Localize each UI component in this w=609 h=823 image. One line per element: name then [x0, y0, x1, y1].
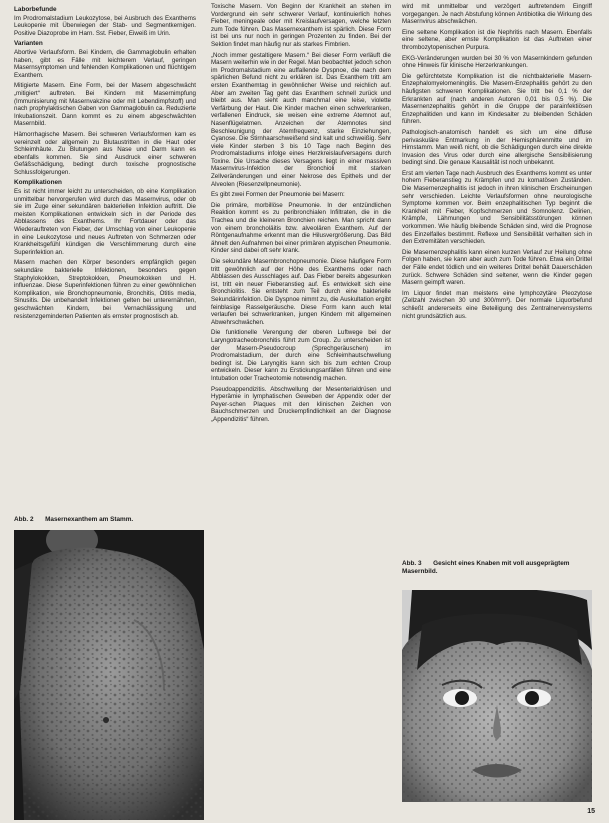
paragraph-pathologie: Pathologisch-anatomisch handelt es sich um eine diffuse perivaskuläre Entmarkung in der Hemisphärenmitte und im Hirnstamm. Man weiß nicht, ob die Schädigungen durch eine direkte Invasion des Virus oder durch eine allergische Sensibilisierung bedingt sind. Die genaue Kausalität ist noch unbekannt.	[402, 128, 592, 167]
figure-caption-abb-2	[14, 516, 204, 524]
paragraph-komplikationen-2: Masern machen den Körper besonders empfänglich gegen sekundäre bakterielle Infektionen, besonders gegen Staphylokokken, Streptokokken, Pneumokokken und H. influenzae. Diese Superinfektionen führen zu einer gewöhnlichen Komplikation, wie Bronchopneumonie, Bronchitis, Otitis media, Sinusitis. Die unbehandelt Infektionen gelten bei unterernährten, geschwächten Kindern, bei Vernachlässigung und resistenzgeminderten Patienten als ernster prognostisch ab.	[14, 259, 196, 320]
paragraph-intro: wird mit unmittelbar und verzögert auftretendem Eingriff vorgegangen. Je nach Abstufung können Antibiotika die Wirkung des Masernvirus abschwächen.	[402, 3, 592, 26]
photo-child-torso-exanthem	[14, 530, 204, 820]
page-number: 15	[587, 808, 595, 815]
paragraph-verlauf: Erst am vierten Tage nach Ausbruch des Exanthems kommt es unter hohem Fieberanstieg zu Krämpfen und zu komatösen Zuständen. Die Masernenzephalitis ist jedoch in ihren klinischen Erscheinungen sehr verschieden. Leichte Verlaufsformen ohne neurologische Symptome kommen vor. Beim enzephalitischen Typ beginnt die Krankheit mit Fieber, Kopfschmerzen und Somnolenz. Delirien, Krämpfe, Lähmungen und Sensibilitätsstörungen können vorkommen. Wie häufig bleibende Schäden sind, wird die Prognose des Einzelfalles bestimmt. Reflexe und Sensibilität verhalten sich in den Extremitäten verschieden.	[402, 169, 592, 246]
heading-komplikationen: Komplikationen	[14, 179, 62, 187]
photo-child-face-measles	[402, 590, 592, 802]
caption-label: Abb. 3	[402, 560, 422, 567]
caption-label: Abb. 2	[14, 516, 34, 523]
caption-text: Masernexanthem am Stamm.	[45, 516, 134, 523]
paragraph-toxische-masern: Toxische Masern. Von Beginn der Krankheit an stehen im Vordergrund ein sehr schwerer Verlauf, kontinuierlich hohes Fieber, meningeale oder mit Kreislaufversagen, welche letzten zum Tode führen. Das Masernexanthem ist spärlich. Diese Form ist bei uns nur noch in geringen Prozenten zu finden. Bei der Sektion findet man häufig nur als starkes Fimbrien.	[211, 3, 391, 48]
paragraph-mitigierte-masern: Mitigierte Masern. Eine Form, bei der Masern abgeschwächt „mitigiert“ auftreten. Bei Kindern mit Masernimpfung (Immunisierung mit Masernvakzine oder mit Lebendimpfstoff) und nach prophylaktischen Gaben von Gammaglobulin ca. Reduzierte Inkubationszeit. Dann kommt es zu einem abgeschwächten Masernbild.	[14, 82, 196, 128]
paragraph-primaere-pneumonie: Die primäre, morbillöse Pneumonie. In der entzündlichen Reaktion kommt es zu peribronchialen Infiltraten, die in die Trachea und die kleineren Bronchien reichen. Man spricht dann von einem broncholäitis bzw. alveolären Exanthem. Auf der Röntgenaufnahme erkennt man die Hilusvergrößerung. Das Bild ähnelt den Aufnahmen bei einer primären atypischen Pneumonie. Kinder sind dabei oft sehr krank.	[211, 201, 391, 255]
paragraph-pseudoappendizitis: Pseudoappendizitis. Abschwellung der Mesenterialdrüsen und Hyperämie in lymphatischen Geweben der Appendix oder der Peyer-schen Plaques mit den klinischen Zeichen von Bauchschmerzen und Druckempfindlichkeit an der Diagnose „Appendizitis“ führen.	[211, 385, 391, 423]
paragraph-sekundaere-pneumonie: Die sekundäre Masernbronchopneumonie. Diese häufigere Form tritt gewöhnlich auf der Höhe des Exanthems oder nach Abblassen des Ausschlages auf. Das Fieber bereits abgesunken ist, tritt ein neuer Fieberanstieg auf. Es entwickelt sich eine Bronchiolitis. Sie entsteht zum Teil durch eine bakterielle Sekundärinfektion. Die Dyspnoe nimmt zu, die Auskultation ergibt feinblasige Rasselgeräusche. Diese Form kann auch letal verlaufen bei schwerkranken, jungen Kindern mit allgemeinen Abwehrschwächen.	[211, 258, 391, 326]
paragraph-pneumonie-formen: Es gibt zwei Formen der Pneumonie bei Masern:	[211, 191, 345, 199]
heading-varianten: Varianten	[14, 40, 43, 48]
paragraph-liquor: Im Liquor findet man meistens eine lymphozytäre Pleozytose (Zellzahl zwischen 30 und 300/mm³). Der normale Liquorbefund schließt andererseits eine Beteiligung des Zentralnervensystems nicht grundsätzlich aus.	[402, 289, 592, 320]
paragraph-abortive-form: Abortive Verlaufsform. Bei Kindern, die Gammaglobulin erhalten haben, gibt es Fälle mit leichterem Verlauf, geringen Masernsymptomen und fehlenden Komplikationen und flüchtigem Exanthem.	[14, 48, 196, 79]
column-right	[402, 3, 592, 323]
column-left	[14, 3, 196, 323]
paragraph-gestaltige-masern: „Noch immer gestaltigere Masern.“ Bei dieser Form verläuft die Masern weiterhin wie in der Regel. Man beobachtet jedoch schon im Prodromalstadium eine auffallende Dyspnoe, die nach dem spärlichen Befund nicht zu erklären ist. Das Exanthem tritt am ersten Exanthemtag in gewöhnlicher Weise und reichlich auf. Aber am zweiten Tag geht das Exanthem schnell zurück und bleibt aus. Man sieht auch manchmal eine leise, violette Verfärbung der Haut. Die Kinder machen einen schwerkranken, verfallenen Eindruck, sie weisen eine extreme Atemnot auf, Nasenflügelatmen. Anzeichen der Atemnotes sind Beschleunigung der Atemfrequenz, starke Einziehungen, Cyanose. Die Stirnhaarschweißend sind kalt und schweißig. Sehr viele Kinder sterben 3 bis 10 Tage nach Beginn des Prodromalstadiums infolge eines Herzkreislaufversagens durch Toxine. Die Ursache dieses Versagens liegt in einer massiven Masernvirus-Infektion der Bronchioli mit starken Zellveränderungen und einer Nekrose des Epithels und der Alveolen (Riesenzellpneumonie).	[211, 51, 391, 188]
paragraph-laborbefunde: Im Prodromalstadium Leukozytose, bei Ausbruch des Exanthems Leukopenie mit Überwiegen der Stab- und Segmentkernigen. Positive Diazoprobe im Harn. Sst. Fieber, Eiweiß im Urin.	[14, 14, 196, 37]
heading-laborbefunde: Laborbefunde	[14, 6, 57, 13]
column-middle	[211, 3, 391, 426]
paragraph-komplikationen-1: Es ist nicht immer leicht zu unterscheiden, ob eine Komplikation unmittelbar hervorgerufen wird durch das Masernvirus, oder ob sie im Zuge einer sekundären bakteriellen Infektion auftritt. Die meisten Komplikationen entwickeln sich in der Periode des Abblassens des Exanthems. Ihr Fortdauer oder das Wiederauftreten von Fieber, der Umschlag von einer Leukopenie in eine Leukozytose und neues Auftreten von Schmerzen oder Krankheitsgefühl kündigen die Verschlimmerung durch eine Superinfektion an.	[14, 188, 196, 256]
paragraph-ekg: EKG-Veränderungen wurden bei 30 % von Masernkindern gefunden ohne Hinweis für klinische Herzerkrankungen.	[402, 54, 592, 70]
paragraph-nephritis: Eine seltene Komplikation ist die Nephritis nach Masern. Ebenfalls eine seltene, aber ernste Komplikation ist das Auftreten einer thrombozytopenischen Purpura.	[402, 28, 592, 51]
paragraph-haemorrhagische-masern: Hämorrhagische Masern. Bei schweren Verlaufsformen kam es vereinzelt oder allgemein zu Blutaustritten in die Haut oder Schleimhäute. Zu Blutungen aus Nase und Darm kann es ebenfalls kommen. Sie sind Ausdruck einer schweren Gefäßschädigung, bedingt durch toxische prognostische Schlussfolgerungen.	[14, 130, 196, 176]
paragraph-enzephalitis: Die gefürchtetste Komplikation ist die nichtbakterielle Masern-Enzephalomyelomeningitis. Die Masern-Enzephalitis gehört zu den häufigsten schweren Komplikationen. Sie tritt bei 0,1 % der Erkrankten auf (nach anderen Autoren 0,01 bis 0,5 %). Die Masernenzephalitis gehört in die Gruppe der parainfektiösen Enzephalitiden und kann im Kindesalter zu bleibenden Schäden führen.	[402, 72, 592, 126]
face-image	[402, 590, 592, 802]
torso-image	[14, 530, 204, 820]
figure-caption-abb-3	[402, 560, 592, 575]
paragraph-croup: Die funktionelle Verengung der oberen Luftwege bei der Laryngotracheobronchitis führt zum Croup. Zu unterscheiden ist der Masern-Pseudocroup (Sprechgeräuschen) im Prodromalstadium, der durch eine Schleimhautschwellung bedingt ist. Die Laryngitis kann sich bis zum echten Croup entwickeln. Dieser kann zu Erstickungsanfällen führen und eine Intubation oder Tracheotomie notwendig machen.	[211, 329, 391, 382]
caption-text: Gesicht eines Knaben mit voll ausgeprägtem Masernbild.	[402, 560, 570, 575]
paragraph-prognose: Die Masernenzephalitis kann einen kurzen Verlauf zur Heilung ohne Folgen haben, sie kann aber auch zum Tode führen. Etwa ein Drittel der Fälle endet tödlich und ein weiteres Drittel behält Dauerschäden zurück. Schwere Schäden sind seltener, wenn die Kinder gegen Masern geimpft waren.	[402, 248, 592, 287]
